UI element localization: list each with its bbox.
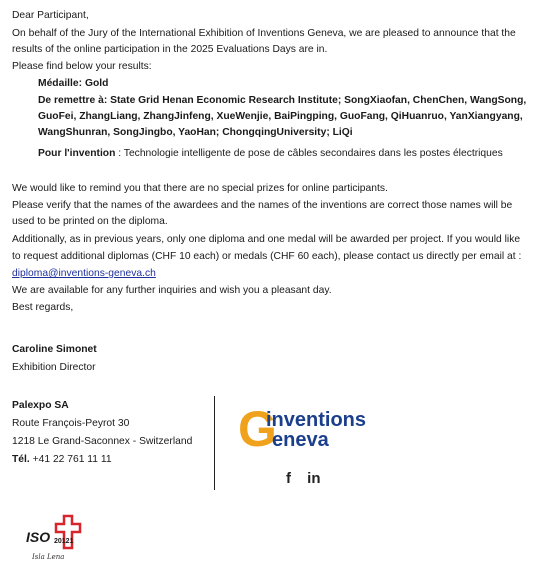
awardee-label: De remettre à: [38,95,108,106]
phone-value: +41 22 761 11 11 [32,454,112,465]
signature-title: Exhibition Director [12,362,96,373]
regards-text: Best regards, [12,302,74,313]
medal-label: Médaille: [38,78,83,89]
address-org: Palexpo SA [12,400,69,411]
remind-text: We would like to remind you that there are no special prizes for online participants. [12,183,388,194]
intro-line-2: results of the online participation in the 2025 Evaluations Days are in. [12,44,328,55]
address-phone [12,452,112,468]
additional-line-1: Additionally, as in previous years, only one diploma and one medal will be awarded per project. If you would like [12,234,521,245]
logo-text-line1: inventions [266,409,367,431]
invention-label: Pour l'invention [38,148,116,159]
iso-text: ISO [26,529,51,545]
social-links [286,470,333,487]
awardee-value: State Grid Henan Economic Research Institute; SongXiaofan, ChenChen, WangSong, GuoFei, ZhangLiang, ZhangJinfeng, XueWenjie, BaiPingping, GuoFang, QiHuanruo, YanXiangyang, WangShunran, SongJingbo, YaoHan; ChongqingUniversity; LiQi [38,95,527,139]
linkedin-icon[interactable]: in [307,470,321,487]
medal-value: Gold [84,78,109,89]
iso-20121-logo [24,512,94,566]
address-street: Route François-Peyrot 30 [12,418,130,429]
awardee-block [38,93,530,142]
results-intro: Please find below your results: [12,61,152,72]
invention-value: : Technologie intelligente de pose de câbles secondaires dans les postes électriques [118,148,503,159]
verify-line-2: used to be printed on the diploma. [12,216,168,227]
invention-block [38,146,530,162]
phone-label: Tél. [12,454,30,465]
medal-line [38,76,530,92]
logo-text-line2: eneva [272,429,329,451]
email-line [12,266,156,282]
email-link[interactable]: diploma@inventions-geneva.ch [12,268,156,279]
address-city: 1218 Le Grand-Saconnex - Switzerland [12,436,193,447]
facebook-icon[interactable]: f [286,470,291,487]
divider-line [214,396,215,490]
additional-line-2: to request additional diplomas (CHF 10 each) or medals (CHF 60 each), please contact us directly per email at : [12,251,522,262]
verify-line-1: Please verify that the names of the awardees and the names of the inventions are correct those names will be [12,200,513,211]
greeting: Dear Participant, [12,10,89,21]
logo-letter-g: G [238,401,277,456]
iso-signature: Isla Lena [32,553,65,561]
intro-line-1: On behalf of the Jury of the International Exhibition of Inventions Geneva, we are pleased to announce that the [12,28,516,39]
closing-text: We are available for any further inquiries and wish you a pleasant day. [12,285,332,296]
iso-number: 20121 [54,538,74,545]
signature-name: Caroline Simonet [12,344,97,355]
inventions-geneva-logo [238,396,378,456]
